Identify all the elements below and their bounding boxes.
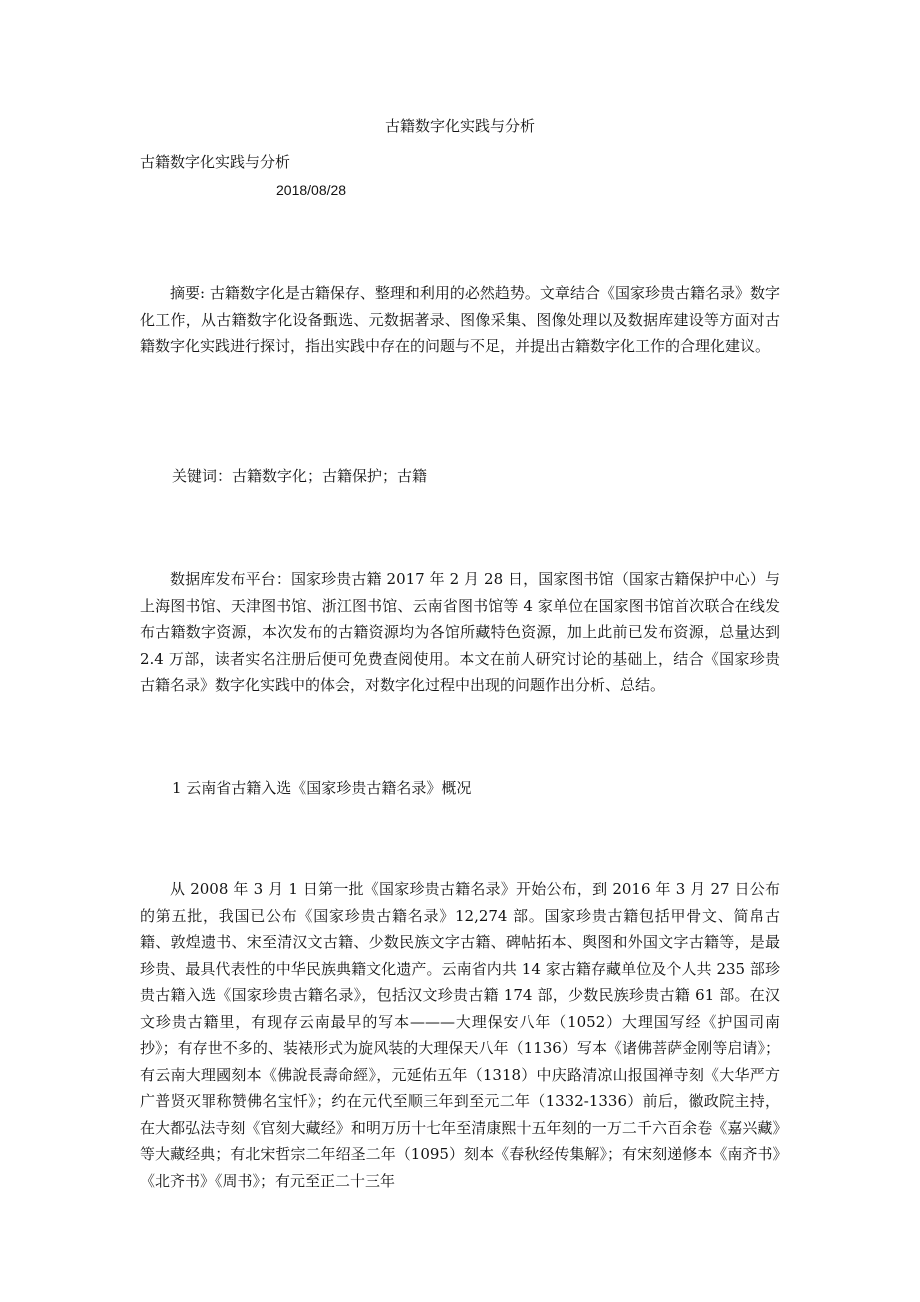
document-subtitle: 古籍数字化实践与分析	[140, 153, 291, 171]
document-title: 古籍数字化实践与分析	[384, 117, 535, 135]
publish-date: 2018/08/28	[276, 182, 347, 198]
database-paragraph: 数据库发布平台：国家珍贵古籍 2017 年 2 月 28 日，国家图书馆（国家古籍保护中心）与上海图书馆、天津图书馆、浙江图书馆、云南省图书馆等 4 家单位在国家图书馆首次联合在线发布古籍数字资源，本次发布的古籍资源均为各馆所藏特色资源，加上此前已发布资源，总量达到 2.4 万部，读者实名注册后便可免费查阅使用。本文在前人研究讨论的基础上，结合《国家珍贵古籍名录》数字化实践中的体会，对数字化过程中出现的问题作出分析、总结。	[140, 570, 780, 694]
abstract-paragraph: 摘要: 古籍数字化是古籍保存、整理和利用的必然趋势。文章结合《国家珍贵古籍名录》数字化工作，从古籍数字化设备甄选、元数据著录、图像采集、图像处理以及数据库建设等方面对古籍数字化实践进行探讨，指出实践中存在的问题与不足，并提出古籍数字化工作的合理化建议。	[140, 284, 780, 355]
section-heading: 1 云南省古籍入选《国家珍贵古籍名录》概况	[172, 779, 472, 797]
keywords-line: 关键词：古籍数字化；古籍保护；古籍	[172, 467, 428, 485]
body-paragraph: 从 2008 年 3 月 1 日第一批《国家珍贵古籍名录》开始公布，到 2016 年 3 月 27 日公布的第五批，我国已公布《国家珍贵古籍名录》12,274 部。国家珍贵古籍包括甲骨文、简帛古籍、敦煌遗书、宋至清汉文古籍、少数民族文字古籍、碑帖拓本、舆图和外国文字古籍等，是最珍贵、最具代表性的中华民族典籍文化遗产。云南省内共 14 家古籍存藏单位及个人共 235 部珍贵古籍入选《国家珍贵古籍名录》，包括汉文珍贵古籍 174 部，少数民族珍贵古籍 61 部。在汉文珍贵古籍里，有现存云南最早的写本———大理保安八年（1052）大理国写经《护国司南抄》；有存世不多的、装裱形式为旋风装的大理保天八年（1136）写本《诸佛菩萨金刚等启请》；有云南大理國刻本《佛說長壽命經》，元延佑五年（1318）中庆路清凉山报国禅寺刻《大华严方广普贤灭罪称赞佛名宝忏》；约在元代至顺三年到至元二年（1332-1336）前后，徽政院主持，在大都弘法寺刻《官刻大藏经》和明万历十七年至清康熙十五年刻的一万二千六百余卷《嘉兴藏》等大藏经典；有北宋哲宗二年绍圣二年（1095）刻本《春秋经传集解》；有宋刻递修本《南齐书》《北齐书》《周书》；有元至正二十三年	[140, 880, 780, 1190]
